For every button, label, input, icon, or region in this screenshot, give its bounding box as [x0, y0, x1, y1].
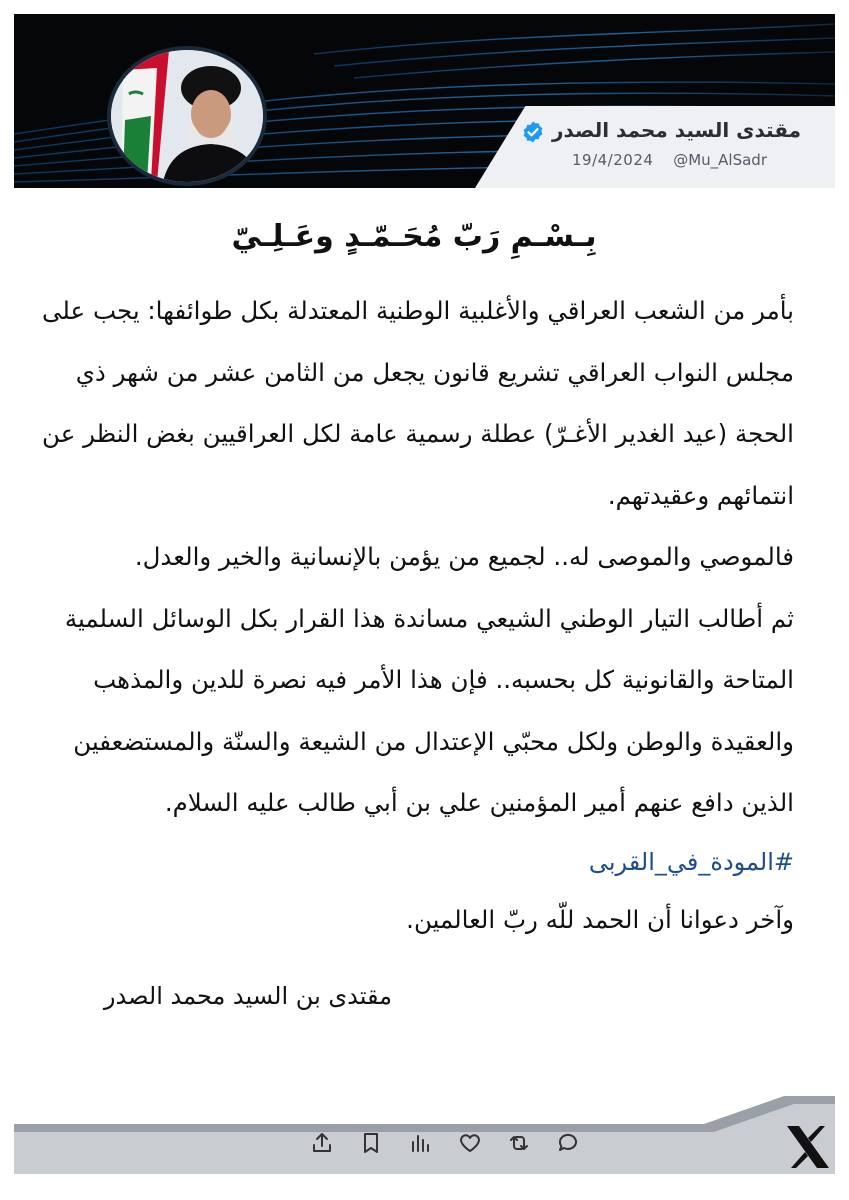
footer-band	[14, 1074, 835, 1174]
views-icon[interactable]	[408, 1131, 432, 1155]
share-icon[interactable]	[310, 1131, 334, 1155]
closing-line: وآخر دعوانا أن الحمد للّه ربّ العالمين.	[406, 904, 794, 934]
paragraph-3: ثم أطالب التيار الوطني الشيعي مساندة هذا القرار بكل الوسائل السلمية المتاحة والقانونية كل بحسبه.. فإن هذا الأمر فيه نصرة للدين والمذهب والعقيدة والوطن ولكل محبّي الإعتدال من الشيعة والسنّة والمستضعفين الذين دافع عنهم أمير المؤمنين علي بن أبي طالب عليه السلام.	[64, 603, 794, 817]
display-name[interactable]: مقتدى السيد محمد الصدر	[551, 118, 801, 142]
post-card	[14, 14, 835, 1174]
post-date: 19/4/2024	[572, 151, 654, 169]
bookmark-icon[interactable]	[359, 1131, 383, 1155]
user-handle[interactable]: @Mu_AlSadr	[673, 151, 767, 169]
reply-icon[interactable]	[556, 1131, 580, 1155]
avatar[interactable]	[107, 46, 267, 186]
like-icon[interactable]	[458, 1131, 482, 1155]
paragraph-2: فالموصي والموصى له.. لجميع من يؤمن بالإنسانية والخير والعدل.	[134, 542, 794, 571]
paragraph-1: بأمر من الشعب العراقي والأغلبية الوطنية المعتدلة بكل طوائفها: يجب على مجلس النواب العراقي تشريع قانون يجعل من الثامن عشر من شهر ذي الحجة (عيد الغدير الأغـرّ) عطلة رسمية عامة لكل العراقيين بغض النظر عن انتمائهم وعقيدتهم.	[42, 296, 794, 510]
post-body	[34, 210, 794, 1024]
x-logo-icon	[781, 1120, 835, 1174]
repost-icon[interactable]	[507, 1131, 531, 1155]
signature: مقتدى بن السيد محمد الصدر	[103, 981, 392, 1010]
basmala-heading: بِـسْـمِ رَبّ مُحَـمّـدٍ وعَـلِـيّ	[231, 219, 597, 254]
hashtag-link[interactable]: #المودة_في_القربى	[588, 847, 794, 876]
verified-badge-icon	[521, 120, 545, 144]
action-bar	[310, 1128, 580, 1158]
avatar-image	[111, 50, 263, 182]
profile-header	[14, 14, 835, 188]
